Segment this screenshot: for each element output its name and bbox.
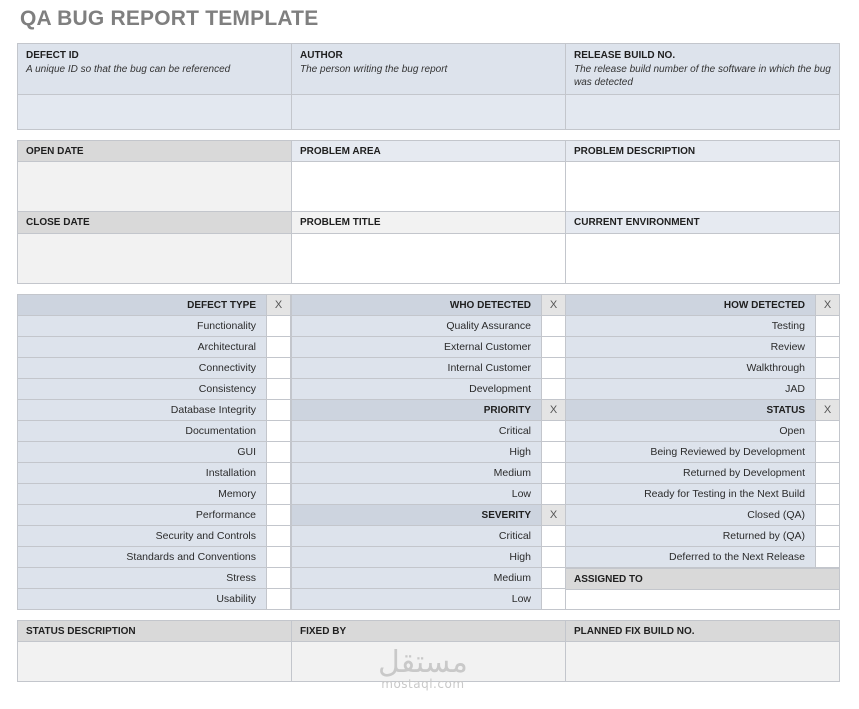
defect-type-item: Security and Controls: [17, 525, 267, 547]
defect-type-checkbox[interactable]: [266, 399, 291, 421]
defect-type-item: Stress: [17, 567, 267, 589]
assigned-to-header: ASSIGNED TO: [565, 568, 840, 590]
status-checkbox[interactable]: [815, 441, 840, 463]
defect-type-checkbox[interactable]: [266, 378, 291, 400]
status-x-header: X: [815, 399, 840, 421]
how-detected-header: HOW DETECTED: [565, 294, 816, 316]
how-detected-checkbox[interactable]: [815, 378, 840, 400]
defect-id-label: DEFECT ID: [26, 50, 79, 61]
status-item: Returned by (QA): [565, 525, 816, 547]
how-detected-item: Review: [565, 336, 816, 358]
defect-type-checkbox[interactable]: [266, 357, 291, 379]
severity-checkbox[interactable]: [541, 567, 566, 589]
defect-type-checkbox[interactable]: [266, 483, 291, 505]
status-item: Deferred to the Next Release: [565, 546, 816, 568]
page-title: QA BUG REPORT TEMPLATE: [20, 7, 319, 30]
defect-id-desc: A unique ID so that the bug can be referenced: [26, 64, 231, 75]
problem-area-label: PROBLEM AREA: [300, 146, 381, 157]
severity-checkbox[interactable]: [541, 525, 566, 547]
release-build-label: RELEASE BUILD NO.: [574, 50, 676, 61]
problem-title-label: PROBLEM TITLE: [300, 217, 381, 228]
severity-item: Critical: [291, 525, 542, 547]
severity-header: SEVERITY: [291, 504, 542, 526]
current-environment-header: [565, 211, 840, 234]
author-header: [291, 43, 566, 95]
severity-item: High: [291, 546, 542, 568]
defect-id-header: [17, 43, 292, 95]
release-build-field[interactable]: [565, 94, 840, 130]
status-header: STATUS: [565, 399, 816, 421]
defect-type-item: Consistency: [17, 378, 267, 400]
priority-checkbox[interactable]: [541, 462, 566, 484]
defect-type-item: Functionality: [17, 315, 267, 337]
problem-description-header: [565, 140, 840, 162]
planned-fix-label: PLANNED FIX BUILD NO.: [574, 626, 695, 637]
status-item: Closed (QA): [565, 504, 816, 526]
problem-title-field[interactable]: [291, 233, 566, 284]
defect-type-checkbox[interactable]: [266, 504, 291, 526]
watermark-latin: mostaql.com: [381, 677, 465, 691]
who-detected-checkbox[interactable]: [541, 378, 566, 400]
defect-type-item: Database Integrity: [17, 399, 267, 421]
status-item: Open: [565, 420, 816, 442]
severity-x-header: X: [541, 504, 566, 526]
how-detected-checkbox[interactable]: [815, 336, 840, 358]
current-environment-label: CURRENT ENVIRONMENT: [574, 217, 700, 228]
open-date-header: [17, 140, 292, 162]
status-checkbox[interactable]: [815, 525, 840, 547]
assigned-to-field[interactable]: [565, 589, 840, 610]
defect-type-checkbox[interactable]: [266, 315, 291, 337]
fixed-by-header: [291, 620, 566, 642]
open-date-label: OPEN DATE: [26, 146, 84, 157]
defect-type-item: Performance: [17, 504, 267, 526]
defect-type-checkbox[interactable]: [266, 567, 291, 589]
who-detected-checkbox[interactable]: [541, 357, 566, 379]
author-field[interactable]: [291, 94, 566, 130]
defect-type-item: Connectivity: [17, 357, 267, 379]
how-detected-x-header: X: [815, 294, 840, 316]
defect-type-item: Memory: [17, 483, 267, 505]
release-build-desc: The release build number of the software in which the bug was detected: [574, 64, 831, 88]
problem-title-header: [291, 211, 566, 234]
who-detected-item: Quality Assurance: [291, 315, 542, 337]
status-checkbox[interactable]: [815, 504, 840, 526]
defect-type-item: Standards and Conventions: [17, 546, 267, 568]
priority-checkbox[interactable]: [541, 483, 566, 505]
problem-description-label: PROBLEM DESCRIPTION: [574, 146, 696, 157]
how-detected-checkbox[interactable]: [815, 357, 840, 379]
how-detected-item: Testing: [565, 315, 816, 337]
defect-type-checkbox[interactable]: [266, 462, 291, 484]
status-description-header: [17, 620, 292, 642]
priority-item: Low: [291, 483, 542, 505]
defect-id-field[interactable]: [17, 94, 292, 130]
priority-header: PRIORITY: [291, 399, 542, 421]
status-checkbox[interactable]: [815, 483, 840, 505]
open-date-field[interactable]: [17, 161, 292, 212]
close-date-header: [17, 211, 292, 234]
defect-type-item: Usability: [17, 588, 267, 610]
close-date-field[interactable]: [17, 233, 292, 284]
who-detected-item: Internal Customer: [291, 357, 542, 379]
status-item: Ready for Testing in the Next Build: [565, 483, 816, 505]
how-detected-checkbox[interactable]: [815, 315, 840, 337]
planned-fix-field[interactable]: [565, 641, 840, 682]
defect-type-header: DEFECT TYPE: [17, 294, 267, 316]
severity-item: Low: [291, 588, 542, 610]
status-checkbox[interactable]: [815, 420, 840, 442]
close-date-label: CLOSE DATE: [26, 217, 90, 228]
watermark: [378, 645, 468, 691]
problem-area-field[interactable]: [291, 161, 566, 212]
who-detected-header: WHO DETECTED: [291, 294, 542, 316]
priority-x-header: X: [541, 399, 566, 421]
defect-type-item: GUI: [17, 441, 267, 463]
author-desc: The person writing the bug report: [300, 64, 448, 75]
severity-item: Medium: [291, 567, 542, 589]
fixed-by-label: FIXED BY: [300, 626, 347, 637]
watermark-arabic: مستقل: [378, 645, 468, 680]
defect-type-item: Architectural: [17, 336, 267, 358]
severity-checkbox[interactable]: [541, 546, 566, 568]
defect-type-x-header: X: [266, 294, 291, 316]
problem-description-field[interactable]: [565, 161, 840, 212]
defect-type-checkbox[interactable]: [266, 336, 291, 358]
priority-checkbox[interactable]: [541, 441, 566, 463]
priority-item: Critical: [291, 420, 542, 442]
severity-checkbox[interactable]: [541, 588, 566, 610]
defect-type-checkbox[interactable]: [266, 420, 291, 442]
status-item: Returned by Development: [565, 462, 816, 484]
author-label: AUTHOR: [300, 50, 343, 61]
how-detected-item: JAD: [565, 378, 816, 400]
status-item: Being Reviewed by Development: [565, 441, 816, 463]
status-checkbox[interactable]: [815, 546, 840, 568]
how-detected-item: Walkthrough: [565, 357, 816, 379]
defect-type-item: Documentation: [17, 420, 267, 442]
defect-type-checkbox[interactable]: [266, 525, 291, 547]
planned-fix-header: [565, 620, 840, 642]
who-detected-checkbox[interactable]: [541, 315, 566, 337]
status-checkbox[interactable]: [815, 462, 840, 484]
who-detected-x-header: X: [541, 294, 566, 316]
priority-checkbox[interactable]: [541, 420, 566, 442]
defect-type-checkbox[interactable]: [266, 546, 291, 568]
defect-type-checkbox[interactable]: [266, 588, 291, 610]
current-environment-field[interactable]: [565, 233, 840, 284]
problem-area-header: [291, 140, 566, 162]
who-detected-item: Development: [291, 378, 542, 400]
status-description-label: STATUS DESCRIPTION: [26, 626, 136, 637]
priority-item: Medium: [291, 462, 542, 484]
defect-type-checkbox[interactable]: [266, 441, 291, 463]
release-build-header: [565, 43, 840, 95]
defect-type-item: Installation: [17, 462, 267, 484]
who-detected-item: External Customer: [291, 336, 542, 358]
status-description-field[interactable]: [17, 641, 292, 682]
priority-item: High: [291, 441, 542, 463]
who-detected-checkbox[interactable]: [541, 336, 566, 358]
